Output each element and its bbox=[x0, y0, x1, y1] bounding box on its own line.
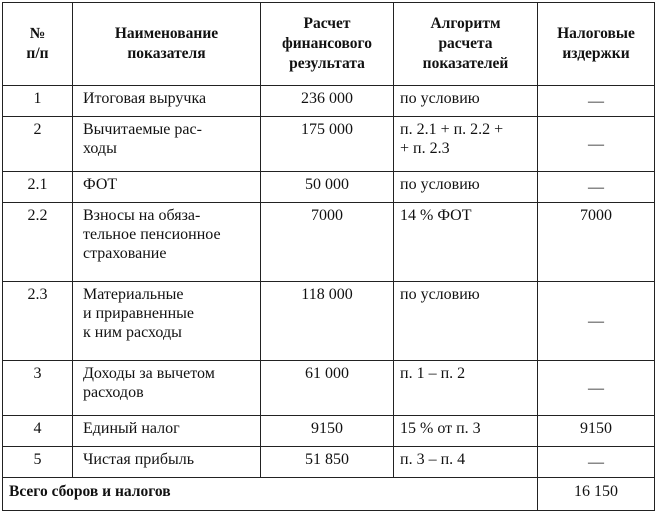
header-tax-costs: Налоговые издержки bbox=[538, 3, 655, 86]
row-tax: — bbox=[538, 86, 655, 117]
header-row bbox=[3, 3, 655, 86]
row-calc: 61 000 bbox=[261, 361, 394, 416]
financial-result-table-wrapper bbox=[2, 2, 655, 511]
row-algorithm: п. 1 – п. 2 bbox=[394, 361, 538, 416]
row-name: ФОТ bbox=[73, 172, 261, 203]
header-algorithm: Алгоритм расчета показателей bbox=[394, 3, 538, 86]
row-name: Материальные и приравненные к ним расходы bbox=[73, 282, 261, 361]
row-number: 2 bbox=[3, 117, 73, 172]
row-tax: — bbox=[538, 361, 655, 416]
row-name: Вычитаемые рас- ходы bbox=[73, 117, 261, 172]
row-number: 3 bbox=[3, 361, 73, 416]
table-row bbox=[3, 447, 655, 478]
row-number: 5 bbox=[3, 447, 73, 478]
row-algorithm: п. 2.1 + п. 2.2 + + п. 2.3 bbox=[394, 117, 538, 172]
table-row bbox=[3, 203, 655, 282]
header-indicator-name: Наименование показателя bbox=[73, 3, 261, 86]
row-algorithm: по условию bbox=[394, 282, 538, 361]
row-name: Взносы на обяза- тельное пенсионное страхование bbox=[73, 203, 261, 282]
row-number: 2.2 bbox=[3, 203, 73, 282]
row-calc: 118 000 bbox=[261, 282, 394, 361]
row-tax: 9150 bbox=[538, 416, 655, 447]
row-calc: 236 000 bbox=[261, 86, 394, 117]
financial-result-table bbox=[2, 2, 655, 511]
row-calc: 9150 bbox=[261, 416, 394, 447]
row-number: 2.3 bbox=[3, 282, 73, 361]
header-financial-result: Расчет финансового результата bbox=[261, 3, 394, 86]
row-calc: 7000 bbox=[261, 203, 394, 282]
row-algorithm: п. 3 – п. 4 bbox=[394, 447, 538, 478]
table-row bbox=[3, 282, 655, 361]
row-name: Доходы за вычетом расходов bbox=[73, 361, 261, 416]
table-row bbox=[3, 86, 655, 117]
row-number: 4 bbox=[3, 416, 73, 447]
row-algorithm: по условию bbox=[394, 86, 538, 117]
total-value: 16 150 bbox=[538, 478, 655, 511]
header-number: № п/п bbox=[3, 3, 73, 86]
table-row bbox=[3, 361, 655, 416]
row-calc: 175 000 bbox=[261, 117, 394, 172]
row-algorithm: по условию bbox=[394, 172, 538, 203]
row-tax: — bbox=[538, 282, 655, 361]
row-name: Единый налог bbox=[73, 416, 261, 447]
row-tax: — bbox=[538, 447, 655, 478]
row-tax: — bbox=[538, 172, 655, 203]
table-row bbox=[3, 117, 655, 172]
row-algorithm: 15 % от п. 3 bbox=[394, 416, 538, 447]
row-tax: 7000 bbox=[538, 203, 655, 282]
row-calc: 50 000 bbox=[261, 172, 394, 203]
table-row bbox=[3, 172, 655, 203]
row-calc: 51 850 bbox=[261, 447, 394, 478]
row-name: Чистая прибыль bbox=[73, 447, 261, 478]
table-row bbox=[3, 416, 655, 447]
row-name: Итоговая выручка bbox=[73, 86, 261, 117]
row-tax: — bbox=[538, 117, 655, 172]
total-label: Всего сборов и налогов bbox=[3, 478, 538, 511]
row-number: 2.1 bbox=[3, 172, 73, 203]
total-row bbox=[3, 478, 655, 511]
row-number: 1 bbox=[3, 86, 73, 117]
row-algorithm: 14 % ФОТ bbox=[394, 203, 538, 282]
